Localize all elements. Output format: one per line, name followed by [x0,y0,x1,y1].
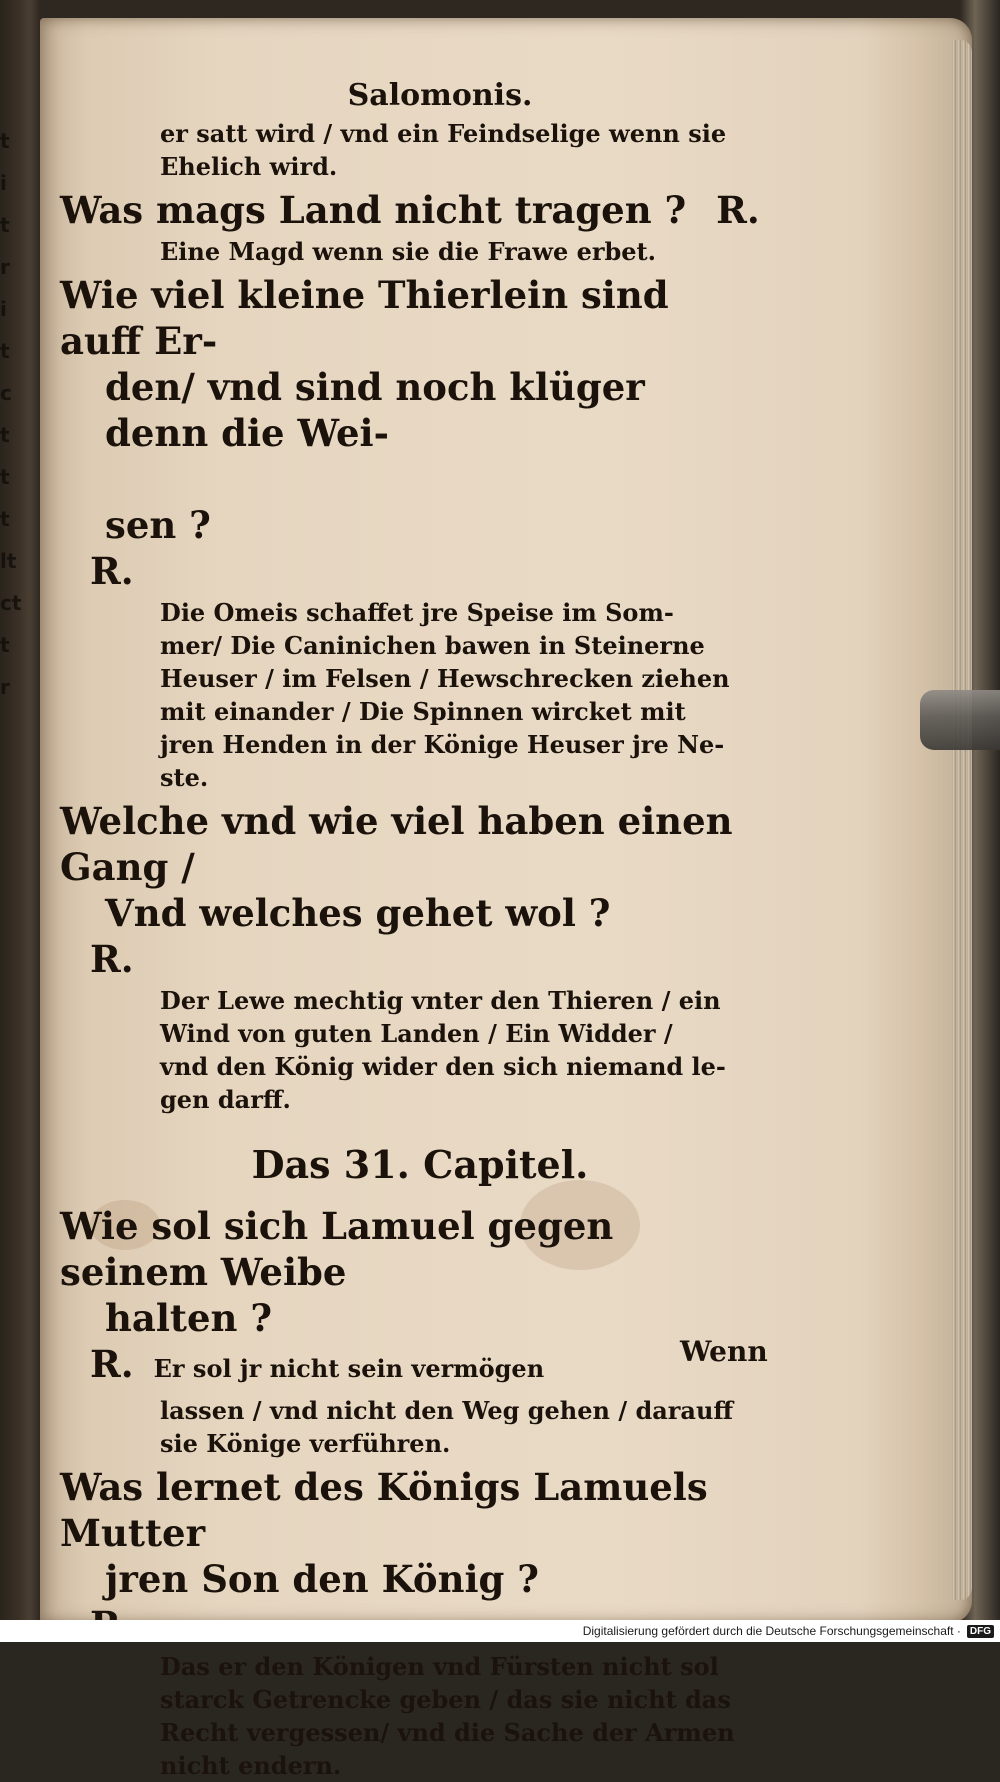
question [60,272,760,594]
footer-text: Digitalisierung gefördert durch die Deutsche Forschungsgemeinschaft · [582,1624,961,1638]
page-text [60,78,760,1782]
dfg-logo: DFG [967,1625,994,1638]
text-line: Recht vergessen/ vnd die Sache der Armen [160,1718,735,1747]
text-line: lassen / vnd nicht den Weg gehen / darauff [160,1396,734,1425]
text-line: starck Getrencke geben / das sie nicht das [160,1685,731,1714]
page-edge-stack [952,40,972,1600]
left-page-fragment [0,120,34,940]
digitization-footer [0,1620,1000,1642]
text-line: sen ? [105,503,211,547]
spine-fragment: t [0,465,10,489]
response-marker: R. [90,549,134,593]
question [60,187,760,233]
spine-fragment: t [0,339,10,363]
text-line: Das er den Königen vnd Fürsten nicht sol [160,1652,719,1681]
answer [60,117,760,183]
text-line: Was mags Land nicht tragen ? [60,188,687,232]
entries-part-1 [60,117,760,1116]
spine-fragment: lt [0,549,17,573]
running-head: Salomonis. [347,78,533,113]
text-line: mer/ Die Caninichen bawen in Steinerne [160,631,705,660]
book-clasp [920,690,1000,750]
text-line: Welche vnd wie viel haben einen Gang / [60,799,733,889]
text-line: Wie viel kleine Thierlein sind auff Er- [60,273,669,363]
text-line: jren Henden in der Könige Heuser jre Ne- [160,730,725,759]
text-line: Heuser / im Felsen / Hewschrecken ziehen [160,664,730,693]
response-marker: R. [90,1342,134,1386]
text-line: mit einander / Die Spinnen wircket mit [160,697,686,726]
answer [60,1650,760,1782]
text-line: Wie sol sich Lamuel gegen seinem Weibe [60,1204,614,1294]
spine-fragment: r [0,675,10,699]
response-marker: R. [90,937,134,981]
text-line: er satt wird / vnd ein Feindselige wenn sie [160,119,727,148]
text-line: Vnd welches gehet wol ? [105,891,611,935]
spine-fragment: t [0,423,10,447]
spine-fragment: i [0,171,7,195]
spine-fragment: c [0,381,12,405]
answer [60,235,760,268]
text-line: Die Omeis schaffet jre Speise im Som- [160,598,674,627]
text-line: Wind von guten Landen / Ein Widder / [160,1019,673,1048]
answer [60,596,760,794]
answer [60,1394,760,1460]
spine-fragment: ct [0,591,22,615]
catchword: Wenn [680,1335,768,1368]
response-marker: R. [716,188,760,232]
text-line: ste. [160,763,209,792]
text-line: den/ vnd sind noch klüger denn die Wei- [105,365,645,455]
text-line: sie Könige verführen. [160,1429,451,1458]
spine-fragment: r [0,255,10,279]
spine-fragment: t [0,213,10,237]
text-line: Der Lewe mechtig vnter den Thieren / ein [160,986,721,1015]
spine-fragment: t [0,129,10,153]
chapter-heading: Das 31. Capitel. [251,1142,589,1187]
spine-fragment: t [0,507,10,531]
entries-part-2 [60,1203,760,1782]
text-line: halten ? [105,1296,273,1340]
spine-fragment: i [0,297,7,321]
text-line: Was lernet des Königs Lamuels Mutter [60,1465,708,1555]
text-line: gen darff. [160,1085,291,1114]
answer [60,984,760,1116]
text-line: Eine Magd wenn sie die Frawe erbet. [160,237,656,266]
text-line: nicht endern. [160,1751,342,1780]
text-line: jren Son den König ? [105,1557,539,1601]
inline-answer: Er sol jr nicht sein vermögen [153,1354,545,1383]
text-line: Ehelich wird. [160,152,338,181]
text-line: vnd den König wider den sich niemand le- [160,1052,726,1081]
spine-fragment: t [0,633,10,657]
question [60,1203,760,1392]
question [60,798,760,982]
